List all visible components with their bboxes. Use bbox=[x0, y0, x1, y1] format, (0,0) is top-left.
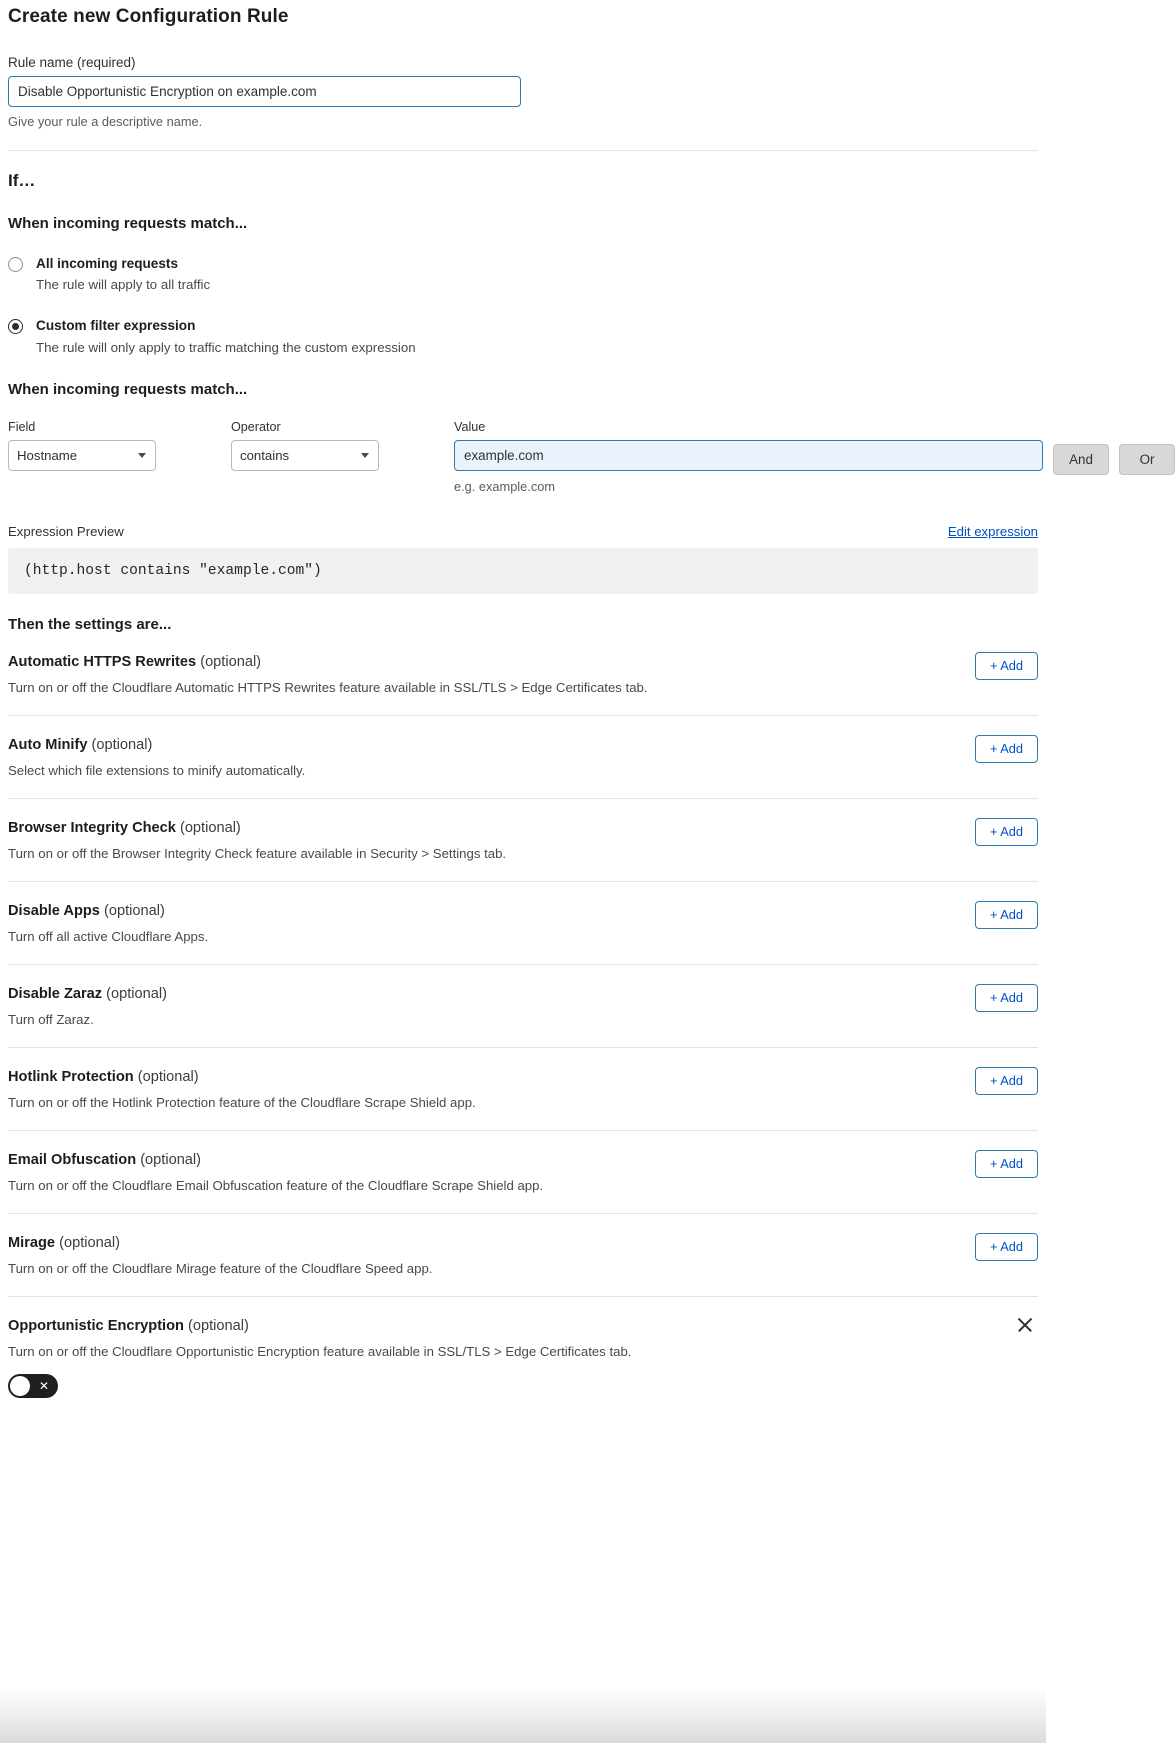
setting-description: Turn on or off the Hotlink Protection feature of the Cloudflare Scrape Shield app. bbox=[8, 1094, 476, 1110]
setting-auto-minify bbox=[8, 716, 1038, 799]
setting-name: Auto Minify bbox=[8, 736, 88, 753]
setting-name: Opportunistic Encryption bbox=[8, 1317, 184, 1334]
expression-preview-header bbox=[8, 524, 1038, 539]
expression-builder-row bbox=[8, 419, 1155, 494]
setting-description: Turn on or off the Cloudflare Automatic HTTPS Rewrites feature available in SSL/TLS > Edge Certificates tab. bbox=[8, 679, 648, 695]
operator-label: Operator bbox=[231, 419, 281, 434]
setting-description: Turn off Zaraz. bbox=[8, 1011, 94, 1027]
setting-optional-tag: (optional) bbox=[137, 1068, 199, 1085]
setting-name: Disable Apps bbox=[8, 902, 100, 919]
field-select[interactable] bbox=[8, 440, 156, 471]
radio-title-custom-filter: Custom filter expression bbox=[36, 318, 196, 334]
setting-hotlink-protection bbox=[8, 1048, 1038, 1131]
add-button[interactable]: + Add bbox=[975, 984, 1038, 1012]
setting-optional-tag: (optional) bbox=[140, 1151, 202, 1168]
setting-disable-zaraz bbox=[8, 965, 1038, 1048]
setting-disable-apps bbox=[8, 882, 1038, 965]
value-input[interactable] bbox=[454, 440, 1043, 471]
rule-name-input[interactable] bbox=[8, 76, 521, 107]
add-button[interactable]: + Add bbox=[975, 735, 1038, 763]
then-section-heading: Then the settings are... bbox=[8, 615, 172, 633]
builder-heading: When incoming requests match... bbox=[8, 380, 248, 398]
setting-name: Disable Zaraz bbox=[8, 985, 103, 1002]
radio-desc-custom-filter: The rule will only apply to traffic matching the custom expression bbox=[36, 339, 416, 355]
operator-column bbox=[231, 420, 379, 471]
setting-name: Automatic HTTPS Rewrites bbox=[8, 653, 197, 670]
field-label: Field bbox=[8, 419, 36, 434]
radio-icon-all-requests[interactable] bbox=[8, 257, 23, 272]
setting-name: Mirage bbox=[8, 1234, 56, 1251]
or-button[interactable]: Or bbox=[1119, 444, 1175, 475]
setting-automatic-https-rewrites bbox=[8, 633, 1038, 716]
expression-preview-label: Expression Preview bbox=[8, 523, 124, 539]
setting-optional-tag: (optional) bbox=[91, 736, 153, 753]
and-button[interactable]: And bbox=[1053, 444, 1109, 475]
setting-mirage bbox=[8, 1214, 1038, 1297]
match-heading: When incoming requests match... bbox=[8, 215, 248, 232]
setting-name: Browser Integrity Check bbox=[8, 819, 176, 836]
setting-description: Turn on or off the Cloudflare Opportunistic Encryption feature available in SSL/TLS > Edge Certificates tab. bbox=[8, 1343, 632, 1359]
setting-description: Turn off all active Cloudflare Apps. bbox=[8, 928, 209, 944]
setting-description: Turn on or off the Browser Integrity Check feature available in Security > Settings tab. bbox=[8, 845, 507, 861]
value-column bbox=[454, 420, 1043, 494]
rule-name-label: Rule name (required) bbox=[8, 55, 136, 70]
add-button[interactable]: + Add bbox=[975, 901, 1038, 929]
add-button[interactable]: + Add bbox=[975, 652, 1038, 680]
expression-preview-code: (http.host contains "example.com") bbox=[8, 548, 1038, 594]
setting-optional-tag: (optional) bbox=[103, 902, 165, 919]
setting-description: Select which file extensions to minify automatically. bbox=[8, 762, 306, 778]
setting-email-obfuscation bbox=[8, 1131, 1038, 1214]
close-icon[interactable] bbox=[1014, 1314, 1036, 1336]
radio-option-all-requests[interactable] bbox=[8, 255, 1038, 294]
bottom-fade-overlay bbox=[0, 1687, 1046, 1743]
value-hint: e.g. example.com bbox=[454, 478, 556, 494]
setting-optional-tag: (optional) bbox=[188, 1317, 249, 1334]
toggle-knob bbox=[10, 1376, 30, 1396]
radio-title-all-requests: All incoming requests bbox=[36, 256, 179, 271]
setting-optional-tag: (optional) bbox=[59, 1234, 120, 1251]
setting-opportunistic-encryption bbox=[8, 1297, 1038, 1418]
page-title: Create new Configuration Rule bbox=[8, 6, 289, 27]
setting-browser-integrity-check bbox=[8, 799, 1038, 882]
radio-option-custom-filter[interactable] bbox=[8, 317, 1038, 356]
value-label: Value bbox=[454, 419, 486, 434]
field-column bbox=[8, 420, 156, 471]
toggle-off-icon: ✕ bbox=[38, 1378, 49, 1393]
radio-desc-all-requests: The rule will apply to all traffic bbox=[36, 277, 211, 293]
divider-top bbox=[8, 150, 1038, 151]
opportunistic-encryption-toggle[interactable] bbox=[8, 1374, 58, 1398]
add-button[interactable]: + Add bbox=[975, 1150, 1038, 1178]
configuration-rule-page bbox=[0, 6, 1155, 1418]
setting-name: Email Obfuscation bbox=[8, 1151, 137, 1168]
setting-optional-tag: (optional) bbox=[200, 653, 262, 670]
rule-name-helper: Give your rule a descriptive name. bbox=[8, 114, 203, 129]
edit-expression-link[interactable]: Edit expression bbox=[947, 523, 1038, 539]
setting-name: Hotlink Protection bbox=[8, 1068, 134, 1085]
setting-description: Turn on or off the Cloudflare Email Obfuscation feature of the Cloudflare Scrape Shield app. bbox=[8, 1177, 544, 1193]
add-button[interactable]: + Add bbox=[975, 1233, 1038, 1261]
operator-select[interactable] bbox=[231, 440, 379, 471]
setting-optional-tag: (optional) bbox=[179, 819, 241, 836]
if-section-heading: If… bbox=[8, 171, 36, 190]
setting-optional-tag: (optional) bbox=[106, 985, 167, 1002]
add-button[interactable]: + Add bbox=[975, 818, 1038, 846]
setting-description: Turn on or off the Cloudflare Mirage feature of the Cloudflare Speed app. bbox=[8, 1260, 433, 1276]
radio-icon-custom-filter[interactable] bbox=[8, 319, 23, 334]
add-button[interactable]: + Add bbox=[975, 1067, 1038, 1095]
